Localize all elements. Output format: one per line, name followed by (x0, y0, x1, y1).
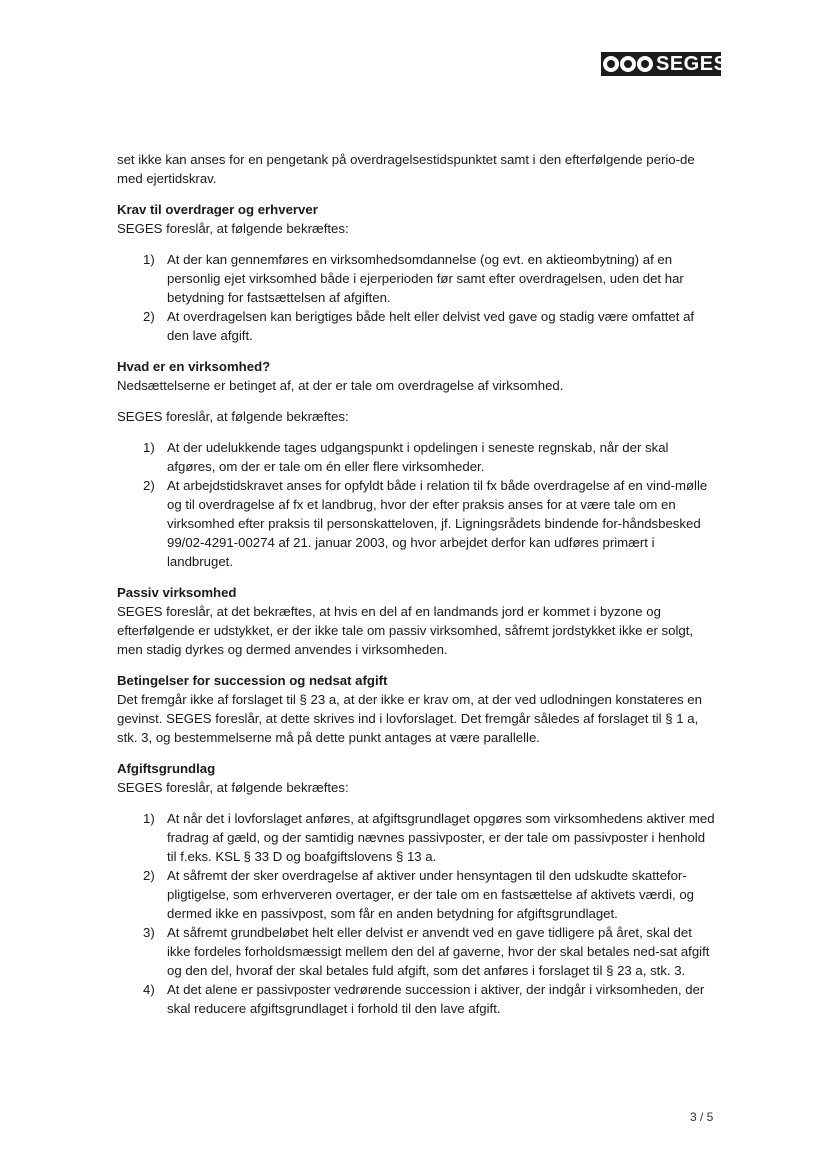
seges-circles-icon (603, 54, 655, 74)
list-item: 2) At arbejdstidskravet anses for opfyldt både i relation til fx både overdragelse af en vind-mølle og til overdragelse af fx et landbrug, hvor der efter praksis anses for at være tale om en virksomhed efter praksis til personskatteloven, jf. Ligningsrådets bindende for-håndsbesked 99/02-4291-00274 af 21. januar 2003, og hvor arbejdet derfor kan udføres primært i landbruget. (143, 478, 708, 569)
logo-text: SEGES (656, 53, 728, 75)
lead2-virksomhed: SEGES foreslår, at følgende bekræftes: (117, 409, 349, 424)
list-item: 2) At overdragelsen kan berigtiges både helt eller delvist ved gave og stadig være omfattet af den lave afgift. (143, 309, 695, 343)
page-number: 3 / 5 (690, 1110, 714, 1124)
list-item: 3) At såfremt grundbeløbet helt eller delvist er anvendt ved en gave tidligere på året, skal det ikke fordeles forholdsmæssigt mellem den del af gaverne, hvor der skal betales ned-sat afgift og den del, hvoraf der skal betales fuld afgift, som det anføres i forslaget til § 23 a, stk. 3. (143, 925, 710, 978)
lead-virksomhed: Nedsættelserne er betinget af, at der er tale om overdragelse af virksomhed. (117, 378, 564, 393)
list-item: 1) At der kan gennemføres en virksomhedsomdannelse (og evt. en aktieombytning) af en personlig ejet virksomhed både i ejerperioden før samt efter overdragelsen, uden det har betydning for fastsættelsen af afgiften. (143, 252, 684, 305)
document-body (117, 150, 717, 1018)
list-afgiftsgrundlag (117, 809, 717, 1018)
lead-afgiftsgrundlag: SEGES foreslår, at følgende bekræftes: (117, 780, 349, 795)
list-item: 4) At det alene er passivposter vedrørende succession i aktiver, der indgår i virksomheden, der skal reducere afgiftsgrundlaget i forhold til den lave afgift. (143, 982, 705, 1016)
list-krav (117, 250, 717, 345)
list-item: 2) At såfremt der sker overdragelse af aktiver under hensyntagen til den udskudte skattefor-pligtigelse, som erhververen overtager, er der tale om en fastsættelse af aktivets værdi, og dermed ikke en passivpost, som får en anden betydning for afgiftsgrundlaget. (143, 868, 695, 921)
seges-logo (601, 52, 728, 76)
list-item: 1) At der udelukkende tages udgangspunkt i opdelingen i seneste regnskab, når der skal afgøres, om der er tale om én eller flere virksomheder. (143, 440, 669, 474)
heading-betingelser: Betingelser for succession og nedsat afgift (117, 673, 388, 688)
heading-virksomhed: Hvad er en virksomhed? (117, 359, 271, 374)
heading-afgiftsgrundlag: Afgiftsgrundlag (117, 761, 216, 776)
body-betingelser: Det fremgår ikke af forslaget til § 23 a, at der ikke er krav om, at der ved udlodningen konstateres en gevinst. SEGES foreslår, at dette skrives ind i lovforslaget. Det fremgår således af forslaget til § 1 a, stk. 3, og bestemmelserne må på dette punkt antages at være parallelle. (117, 692, 702, 745)
intro-paragraph: set ikke kan anses for en pengetank på overdragelsestidspunktet samt i den efterfølgende perio-de med ejertidskrav. (117, 152, 695, 186)
heading-krav: Krav til overdrager og erhverver (117, 202, 318, 217)
list-item: 1) At når det i lovforslaget anføres, at afgiftsgrundlaget opgøres som virksomhedens aktiver med fradrag af gæld, og der samtidig nævnes passivposter, er der tale om passivposter i henhold til f.eks. KSL § 33 D og boafgiftslovens § 13 a. (143, 811, 715, 864)
body-passiv: SEGES foreslår, at det bekræftes, at hvis en del af en landmands jord er kommet i byzone og efterfølgende er udstykket, er der ikke tale om passiv virksomhed, såfremt jordstykket ikke er solgt, men stadig dyrkes og dermed anvendes i virksomheden. (117, 604, 694, 657)
list-virksomhed (117, 438, 717, 571)
lead-krav: SEGES foreslår, at følgende bekræftes: (117, 221, 349, 236)
heading-passiv: Passiv virksomhed (117, 585, 237, 600)
